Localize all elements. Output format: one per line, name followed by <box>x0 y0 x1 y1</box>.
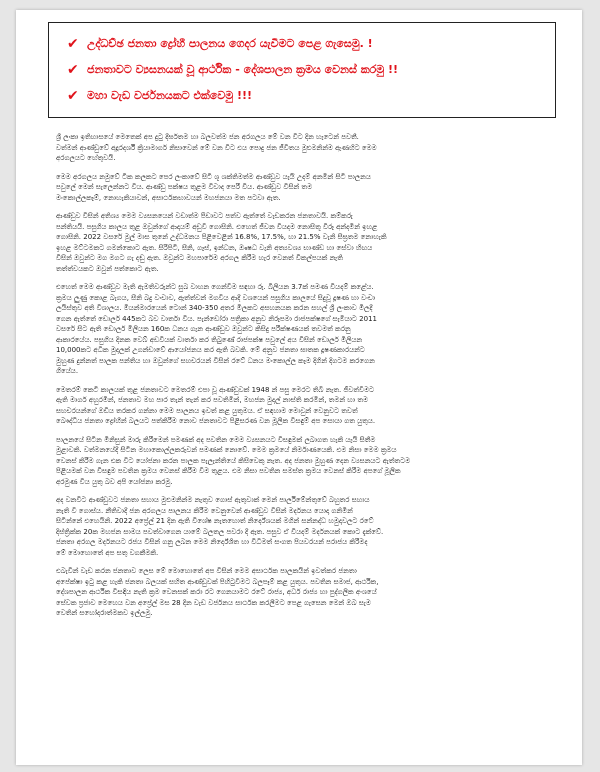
paragraph-line: අද වනවිට ආණ්ඩුවට ජනතා සහාය මුළුමනින්ම නැතුව ගොස් ඇතුවාක් මෙන් පාර්ලිමේන්තුවේ බහුතර සහාය <box>56 496 370 504</box>
paragraph-line: සිටින්නේ එහෙයිනි. 2022 අප්‍රේල් 21 දින ඇති විශේෂ නැතහොත් නිර්දේශයක් මගින් සන්නද්ධ හමුදාවලට රටේ <box>56 517 374 525</box>
slogan-text: උද්ධච්ඡ ජනතා ද්‍රෝහී පාලනය ගෙදර යැවීමට පෙළ ගැසෙමු. ! <box>87 37 373 50</box>
paragraph-line: ලයිස්තුව අති විශාලය. මියන්මාරයෙන් ටොන් 340-350 අතර මිලකට අසහනයක කරන සහල් ශ්‍රී ලංකාව මිලදී <box>56 304 373 312</box>
paragraph-line: ක්‍රමය ලුණු කොළ බැගය, සීනි බදු වංචාව, ඇත්ත්වන් මගවීය ආදී වශයෙන් පසුගිය කාලයේ සිදුවූ දූෂණ හා වංචා <box>56 293 376 302</box>
paragraph <box>56 211 544 274</box>
paragraph-line: දේශපාලන ආර්ථික විසඳිය නැති ක්‍රම වෙනසක් කරා රට ගෙනයාමට රටේ රාජ්‍ය, අර්ධ රාජ්‍ය හා පුද්ගලික අංශයේ <box>56 588 377 596</box>
paragraph-line: ඇති මාර්ග අහුරමින්, ජනතාව මහ පාර තැන් තැන් කර පවතිමින්, මහජන මුදල් නාස්ති කරමින්, තමන් හා තම <box>56 396 369 404</box>
slogan-box <box>48 22 556 118</box>
paragraph <box>56 385 544 427</box>
slogan-text: ජනතාවට ව්‍යසනයක් වූ ආර්ථික - දේශපාලන ක්‍රමය වෙනස් කරමු !! <box>87 63 399 76</box>
paragraph-line: අරමුණ විය යුතු බව අපි යෝජනා කරමු. <box>56 477 173 486</box>
paragraph <box>56 435 544 488</box>
paragraph-line: වත්මන් ආණ්ඩුවේ අදූරදර්ශී ක්‍රියාමාර්ග නිසාවෙන් මේ වන විට එය පොදු ජන ජීවිතය මුළුමනින්ම ඇණහිට මෙම <box>56 143 377 152</box>
paragraph <box>56 132 544 164</box>
paragraph-line: මුහුණ දුන්නත් පාලක පන්තිය හා ඔවුන්ගේ සහචරයන් විසින් රටේ ධනය මංකොල්ල කෑම දිගින් දිගටම කරගෙන <box>56 356 375 365</box>
paragraph-line: සේවක ප්‍රජාව මෙහෙය වන අප්‍රේල් මස 28 දින වැඩ වර්ජනය සාර්ථක කරලීමට පෙළ ගැසෙන මෙන් ඔබ සැම <box>56 598 371 607</box>
paragraph-line: අරගලයට හේතුවයි. <box>56 154 116 162</box>
paragraph-line: ඉහළ මට්ටමකට ගමන්කොට ඇත. සිරිපිටි, සීනි, ගෑස්, ඉන්ධන, ඖෂධ වැනි අත්‍යවශ්‍ය භාණ්ඩ හා සේවා හිඟය <box>56 243 373 252</box>
paragraph-line: වෙතින් සහෝදරාත්මකව ඉල්ලමු. <box>56 609 153 617</box>
document-page <box>16 10 582 765</box>
paragraph-line: ජනතා අරගල මර්දනයට රජය විසින් ගනු ලබන මෙම නිර්දේශිත හා විධිමත් සංගත පියවරයන් පරාජය කිරීමද <box>56 538 368 546</box>
paragraph-line: මේ මොහොතේ අප සතු වගකීමකි. <box>56 548 159 557</box>
paragraph-line: ආකාරයේය. පසුගිය දිනක වෙබ් අඩවියක් වාර්තා කර තිබුණේ රාජපක්ෂ පවුලේ අය විසින් ඩොලර් මිලියන <box>56 335 363 344</box>
paragraph <box>56 282 544 377</box>
paragraph-line: පිළියමක් වන විසඳුම පවතින ක්‍රමය වෙනස් කිරීම වීම තුළය. එම නිසා පවතින සමස්ත ක්‍රමය වෙනස් කිරීම අපගේ මූලික <box>56 467 401 475</box>
paragraph-line: පාලනයේ සිටින මිනිසුන් මාරු කිරීමෙන් පමණක් අද පවතින මෙම ව්‍යසනයට විසඳුමක් ලබාගත හැකි යැයි සිතීම <box>56 435 376 444</box>
paragraph-line: ගියේය. <box>56 367 79 375</box>
paragraph-line: 10,000කට අධික මුදලක් උගන්ඩාවේ ආයෝජනය කර ඇති බවකි. මේ අනුව ජනතා ඝාතක දූෂණකාරයන්ට <box>56 346 365 354</box>
paragraph-line: නැති වී ගොස්ය. නීතිවාදී ජන අරගලය පාලනය කිරීම වෙනුවෙන් ආණ්ඩුව විසින් මර්දනය යොදා ගනිමින් <box>56 506 353 515</box>
paragraph-line: ආණ්ඩුව විසින් අතිශ්‍ය මෙම ව්‍යසනයෙන් වඩාත්ම පීඩාවට පත්ව ඇත්තේ වැඩකරන ජනතාවයි. කම්කරු <box>56 212 353 220</box>
paragraph-line: පවුලේ මෙන් සැලෙන්නට විය. ආණ්ඩු පක්ෂය තුළම විවාද පෙරී විය. ආණ්ඩුව විසින් තම <box>56 183 313 191</box>
paragraph-line: බෞද්ධිය ජනතා ද්‍රෝහීන් බලයට පත්කිරීම නොව ජනතාවට පිළිසරණ වන මූලික විසඳුම් අප සොයා ගත යුතුය. <box>56 417 376 425</box>
paragraph-line: සහචරයන්ගේ ඔඩිය තරකර ගන්නා මෙම පාලනය ඉවත් කළ යුතුමය. ඒ සඳහාම මොවුන් වෙනුවට තවත් <box>56 406 358 415</box>
paragraph-line: මෙතරම් කෙටි කාලයක් තුළ ජනතාවට මෙතරම් එපා වූ ආණ්ඩුවක් 1948 න් පසු මෙරට තිබී නැත. ජීවත්වීමට <box>56 385 375 394</box>
slogan-2 <box>67 57 547 83</box>
body-text <box>56 132 544 627</box>
paragraph-line: මෙම අරගලය නමුවේ ටික කලකට පෙර ලංකාවේ සිටි ශූ ශක්තිමත්ම ආණ්ඩුව යැයි උදම් අනමින් සිටි පාලනය <box>56 172 371 181</box>
paragraph-line: අපේක්ෂා ඉටු කළ හැකි ජනතා බලයක් සහිත ආණ්ඩුවක් පිහිටුවීමට බලපෑම් කළ යුතුය. පවතින සමාජ, ආර්ථික, <box>56 577 379 586</box>
paragraph-line: විසින් ඔවුන්ට මග මගට ගැ දඬු ඇත. ඔවුන්ට මහපාරේම අරගල කිරීම හැර වෙනත් විකල්පයක් නැති <box>56 254 343 262</box>
paragraph-line: මංකොල්ලකෑම්, නොහැකියාවන්, අසාර්ථකභාවයන් මහජනයා මත පටවා ඇත. <box>56 193 281 202</box>
slogan-3 <box>67 83 547 109</box>
paragraph-line: වසරේ සිට ඇති ඩොලර් මිලියන 160ක ධනය ගැන ආණ්ඩුව ඔවුන්ට කිසිදු පරීක්ෂණයක් තවමත් කරනු <box>56 325 351 333</box>
slogan-text: මහා වැඩ වර්ජනයකට එක්වෙමු !!! <box>87 89 253 102</box>
paragraph-line: මුළාවකි. වත්මනයේදී සිටින මහාකොල්ලකරුවන් පමණක් නොවේ. මෙම ක්‍රමයේ නිර්මාණයෙකි. එම නිසා මෙම ක්‍රමය <box>56 446 397 454</box>
paragraph <box>56 566 544 619</box>
slogan-1 <box>67 31 547 57</box>
paragraph-line: එබැවින් වැඩ කරන ජනතාව ලෙස මේ මොහොතේ අප විසින් මෙම අසාර්ථක පාලකයින් ඉවත්කර ජනතා <box>56 567 357 575</box>
paragraph-line: පන්තියයි. පසුගිය කාලය තුළ ඔවුන්ගේ ආදායම් අඩුවී ගොසිනි. එහෙත් ජීවන වියදම නොසිතූ විරූ අන්දමින් ඉහළ <box>56 222 378 231</box>
check-mark-icon: ✔ <box>67 88 79 104</box>
check-mark-icon: ✔ <box>67 36 79 52</box>
paragraph-line: වෙනස් කිරීම ගැන එක විට යෝජනා කරන පාලක පැලැන්තියේ කිසිවෙකු නැත. අද ජනතා මුහුණ දෙන ව්‍යසනයට ඇත්තටම <box>56 456 411 465</box>
paragraph-line: ගොසිනි. 2022 වසරේ මුල් මාස තුනේ උද්ධමනය පිළිවෙළින් 16.8%, 17.5%, හා 21.5% වැනි සීඝ්‍රතම නොහැකි <box>56 233 387 241</box>
paragraph-line: ශ්‍රී ලංකා ඉතිහාසයේ මෙතෙක් අප දුටු දීර්ඝතම හා බලවත්ම ජන අරගලය මේ වන විට දින හැටෙන් පවතී. <box>56 133 359 141</box>
paragraph-line: එහෙත් මෙම ආණ්ඩුව මැති ඇමතිවරුන්ට සුඛ වාහන ගෙන්වීම සඳහා රු. බිලියන 3.7ක් පමණ වියදම් කළේය. <box>56 283 374 291</box>
paragraph-line: තත්ත්වයකට ඔවුන් පත්කොට ඇත. <box>56 264 159 273</box>
check-mark-icon: ✔ <box>67 62 79 78</box>
paragraph-line: දිස්ත්‍රික්ක 20ක මහජන සාමය පවත්වාගෙන යාමේ බලතල පවරා දී ඇත. පසුව ඒ වියදම් මර්දනයක් කොට දැක්වේ. <box>56 527 384 536</box>
paragraph <box>56 172 544 204</box>
paragraph <box>56 495 544 558</box>
paragraph-line: ගෙන ඇත්තේ ඩොලර් 445කට බව වාර්තා විය. පැන්ඩෝරා පත්‍රිකා අනුව නිරූපමා රාජපක්ෂගේ සැමියාට 2011 <box>56 314 377 323</box>
